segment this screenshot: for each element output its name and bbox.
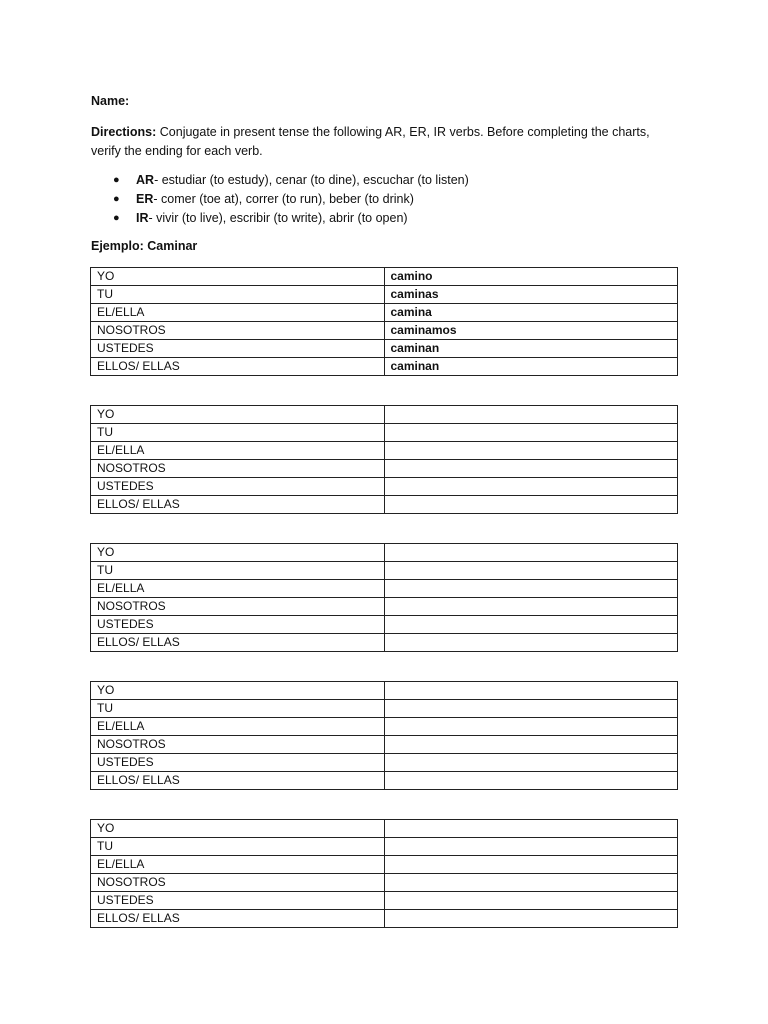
answer-cell[interactable] (384, 700, 678, 718)
table-row (91, 772, 678, 790)
table-row (91, 616, 678, 634)
pronoun-cell: TU (91, 700, 385, 718)
directions-label: Directions: (91, 125, 157, 139)
table-row (91, 634, 678, 652)
pronoun-cell: EL/ELLA (91, 304, 385, 322)
pronoun-cell: ELLOS/ ELLAS (91, 772, 385, 790)
answer-cell[interactable] (384, 496, 678, 514)
table-row (91, 598, 678, 616)
pronoun-cell: NOSOTROS (91, 598, 385, 616)
table-row (91, 544, 678, 562)
pronoun-cell: TU (91, 424, 385, 442)
directions-paragraph (91, 123, 671, 161)
conjugation-table (90, 543, 678, 652)
pronoun-cell: USTEDES (91, 616, 385, 634)
answer-cell[interactable] (384, 820, 678, 838)
table-row (91, 580, 678, 598)
pronoun-cell: USTEDES (91, 754, 385, 772)
answer-cell[interactable] (384, 736, 678, 754)
answer-cell[interactable] (384, 616, 678, 634)
answer-cell: camina (384, 304, 678, 322)
answer-cell: caminamos (384, 322, 678, 340)
verb-examples: - vivir (to live), escribir (to write), abrir (to open) (148, 211, 408, 225)
pronoun-cell: TU (91, 562, 385, 580)
directions-text: Conjugate in present tense the following AR, ER, IR verbs. Before completing the charts, verify the ending for each verb. (91, 125, 650, 158)
answer-cell[interactable] (384, 772, 678, 790)
pronoun-cell: NOSOTROS (91, 322, 385, 340)
verb-examples: - estudiar (to estudy), cenar (to dine), escuchar (to listen) (154, 173, 469, 187)
answer-cell[interactable] (384, 562, 678, 580)
table-row (91, 682, 678, 700)
verb-list-item-er (91, 190, 469, 209)
pronoun-cell: EL/ELLA (91, 856, 385, 874)
answer-cell[interactable] (384, 892, 678, 910)
bullet-icon: ● (113, 174, 120, 186)
answer-cell[interactable] (384, 754, 678, 772)
answer-cell[interactable] (384, 406, 678, 424)
pronoun-cell: NOSOTROS (91, 736, 385, 754)
table-row (91, 718, 678, 736)
bullet-icon: ● (113, 193, 120, 205)
verb-list-item-ir (91, 209, 469, 228)
verb-ending: ER (136, 192, 154, 206)
answer-cell: caminan (384, 340, 678, 358)
pronoun-cell: USTEDES (91, 892, 385, 910)
table-row (91, 700, 678, 718)
table-row (91, 424, 678, 442)
verb-list (91, 171, 469, 228)
pronoun-cell: TU (91, 838, 385, 856)
answer-cell[interactable] (384, 910, 678, 928)
pronoun-cell: YO (91, 406, 385, 424)
answer-cell: caminas (384, 286, 678, 304)
pronoun-cell: EL/ELLA (91, 718, 385, 736)
verb-ending: AR (136, 173, 155, 187)
table-row (91, 406, 678, 424)
verb-ending: IR (136, 211, 149, 225)
table-row (91, 286, 678, 304)
pronoun-cell: YO (91, 268, 385, 286)
table-row (91, 268, 678, 286)
pronoun-cell: YO (91, 820, 385, 838)
table-row (91, 304, 678, 322)
answer-cell[interactable] (384, 838, 678, 856)
table-row (91, 322, 678, 340)
table-row (91, 754, 678, 772)
pronoun-cell: ELLOS/ ELLAS (91, 496, 385, 514)
table-row (91, 460, 678, 478)
conjugation-table (90, 405, 678, 514)
table-row (91, 478, 678, 496)
example-title: Ejemplo: Caminar (91, 239, 198, 253)
table-row (91, 874, 678, 892)
answer-cell[interactable] (384, 856, 678, 874)
verb-examples: - comer (toe at), correr (to run), beber (to drink) (153, 192, 414, 206)
pronoun-cell: ELLOS/ ELLAS (91, 634, 385, 652)
table-row (91, 496, 678, 514)
table-row (91, 892, 678, 910)
answer-cell[interactable] (384, 544, 678, 562)
answer-cell[interactable] (384, 874, 678, 892)
table-row (91, 736, 678, 754)
table-row (91, 442, 678, 460)
table-row (91, 340, 678, 358)
pronoun-cell: USTEDES (91, 340, 385, 358)
table-row (91, 358, 678, 376)
answer-cell[interactable] (384, 634, 678, 652)
answer-cell: caminan (384, 358, 678, 376)
answer-cell[interactable] (384, 460, 678, 478)
pronoun-cell: USTEDES (91, 478, 385, 496)
conjugation-table (90, 681, 678, 790)
name-label: Name: (91, 94, 130, 108)
pronoun-cell: NOSOTROS (91, 460, 385, 478)
bullet-icon: ● (113, 212, 120, 224)
table-row (91, 910, 678, 928)
answer-cell[interactable] (384, 580, 678, 598)
answer-cell[interactable] (384, 718, 678, 736)
table-row (91, 820, 678, 838)
pronoun-cell: ELLOS/ ELLAS (91, 358, 385, 376)
pronoun-cell: NOSOTROS (91, 874, 385, 892)
answer-cell[interactable] (384, 424, 678, 442)
pronoun-cell: EL/ELLA (91, 442, 385, 460)
pronoun-cell: ELLOS/ ELLAS (91, 910, 385, 928)
answer-cell: camino (384, 268, 678, 286)
answer-cell[interactable] (384, 598, 678, 616)
table-row (91, 562, 678, 580)
table-row (91, 838, 678, 856)
pronoun-cell: YO (91, 682, 385, 700)
conjugation-table (90, 819, 678, 928)
answer-cell[interactable] (384, 682, 678, 700)
pronoun-cell: YO (91, 544, 385, 562)
pronoun-cell: TU (91, 286, 385, 304)
answer-cell[interactable] (384, 442, 678, 460)
verb-list-item-ar (91, 171, 469, 190)
answer-cell[interactable] (384, 478, 678, 496)
example-conjugation-table (90, 267, 678, 376)
table-row (91, 856, 678, 874)
pronoun-cell: EL/ELLA (91, 580, 385, 598)
